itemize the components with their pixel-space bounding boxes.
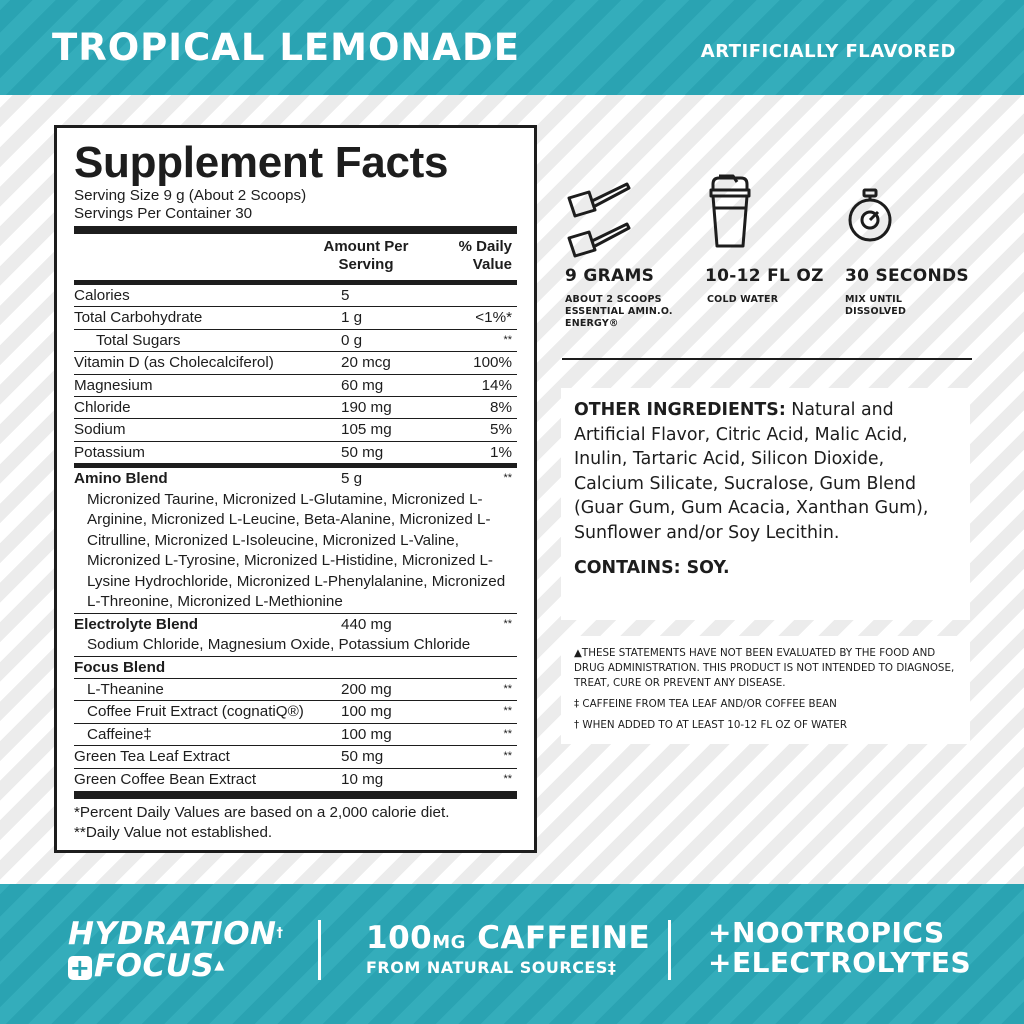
allergen-statement: CONTAINS: SOY. <box>574 557 730 578</box>
table-row: Total Carbohydrate 1 g <1%* <box>74 307 517 329</box>
footer-divider <box>318 920 321 980</box>
table-row: Potassium 50 mg 1% <box>74 443 512 461</box>
table-row: Sodium 105 mg 5% <box>74 419 517 441</box>
table-row: Vitamin D (as Cholecalciferol) 20 mcg 100% <box>74 352 517 374</box>
footer-divider <box>668 920 671 980</box>
water-value: 10-12 FL OZ <box>705 266 824 286</box>
table-row: Magnesium 60 mg 14% <box>74 375 517 397</box>
disclaimers <box>561 636 970 744</box>
water-note: † WHEN ADDED TO AT LEAST 10-12 FL OZ OF WATER <box>574 719 847 731</box>
table-row: Focus Blend <box>74 657 517 679</box>
shaker-icon <box>705 172 755 252</box>
hydration-focus-claim: HYDRATION† + FOCUS▲ <box>68 916 284 984</box>
table-row: Total Sugars 0 g ** <box>74 330 517 352</box>
table-row: Caffeine‡ 100 mg ** <box>74 724 517 746</box>
other-ingredients <box>561 388 970 620</box>
serving-size: Serving Size 9 g (About 2 Scoops) <box>74 187 307 204</box>
table-row: Coffee Fruit Extract (cognatiQ®) 100 mg ** <box>74 701 517 723</box>
serving-note: ABOUT 2 SCOOPS ESSENTIAL AMIN.O. ENERGY® <box>565 294 673 329</box>
electrolyte-blend-ingredients: Sodium Chloride, Magnesium Oxide, Potassium Chloride <box>74 635 517 657</box>
facts-divider <box>74 791 517 799</box>
section-divider <box>562 358 972 360</box>
facts-title: Supplement Facts <box>74 138 449 187</box>
bottom-banner <box>0 884 1024 1024</box>
caffeine-claim: 100MG CAFFEINE FROM NATURAL SOURCES‡ <box>366 920 651 977</box>
supplement-facts-panel <box>54 125 537 853</box>
flavor-title: TROPICAL LEMONADE <box>52 26 521 69</box>
facts-divider <box>74 226 517 234</box>
water-note: COLD WATER <box>707 294 779 305</box>
footnote-dv: *Percent Daily Values are based on a 2,000 calorie diet. <box>74 804 450 821</box>
table-row: L-Theanine 200 mg ** <box>74 679 517 701</box>
plus-icon: + <box>69 953 91 982</box>
table-row: Chloride 190 mg 8% <box>74 397 517 419</box>
mix-value: 30 SECONDS <box>845 266 969 286</box>
amount-header: Amount Per Serving <box>323 238 409 273</box>
table-row: Amino Blend 5 g ** <box>74 470 512 488</box>
facts-column-header <box>74 238 517 280</box>
timer-icon <box>845 188 895 248</box>
fda-disclaimer: ▲THESE STATEMENTS HAVE NOT BEEN EVALUATED BY THE FOOD AND DRUG ADMINISTRATION. THIS PRODUCT IS NOT INTENDED TO DIAGNOSE, TREAT, CURE OR PREVENT ANY DISEASE. <box>574 647 955 689</box>
table-row: Calories 5 <box>74 285 517 307</box>
table-row: Green Tea Leaf Extract 50 mg ** <box>74 746 517 768</box>
servings-per-container: Servings Per Container 30 <box>74 205 253 222</box>
flavor-note: ARTIFICIALLY FLAVORED <box>700 41 956 62</box>
dv-header: % Daily Value <box>458 238 512 273</box>
footnote-not-established: **Daily Value not established. <box>74 824 273 841</box>
amino-blend-ingredients: Micronized Taurine, Micronized L-Glutamine, Micronized L-Arginine, Micronized L-Leucine, Beta-Alanine, Micronized L-Citrulline, Micronized L-Isoleucine, Micronized L-Valine, Micronized L-Tyrosine, Micronized L-Histidine, Micronized L-Lysine Hydrochloride, Micronized L-Phenylalanine, Micronized L-Threonine, Micronized L-Methionine <box>74 490 517 614</box>
ingredients-text: Natural and Artificial Flavor, Citric Acid, Malic Acid, Inulin, Tartaric Acid, Silicon Dioxide, Calcium Silicate, Sucralose, Gum Blend (Guar Gum, Gum Acacia, Xanthan Gum), Sunflower and/or Soy Lecithin. <box>574 400 929 543</box>
table-row: Electrolyte Blend 440 mg ** <box>74 615 512 633</box>
nootropics-electrolytes-claim: +NOOTROPICS +ELECTROLYTES <box>708 916 972 979</box>
caffeine-source-note: ‡ CAFFEINE FROM TEA LEAF AND/OR COFFEE BEAN <box>574 698 837 710</box>
ingredients-label: OTHER INGREDIENTS: <box>574 400 786 420</box>
mix-note: MIX UNTIL DISSOLVED <box>845 294 907 317</box>
table-row: Green Coffee Bean Extract 10 mg ** <box>74 770 512 788</box>
top-banner <box>0 0 1024 95</box>
scoop-icon <box>565 176 635 262</box>
serving-value: 9 GRAMS <box>565 266 655 286</box>
